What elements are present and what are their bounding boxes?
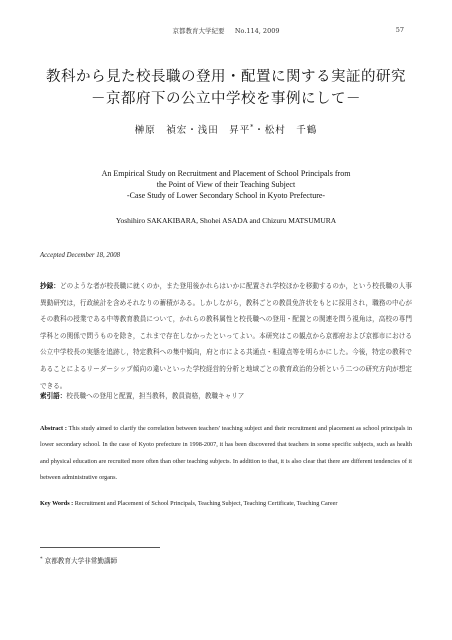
journal-name: 京都教育大学紀要 <box>172 27 225 35</box>
abstract-english <box>40 421 412 487</box>
page-number: 57 <box>395 26 404 34</box>
authors-japanese <box>0 122 452 136</box>
paper-title-japanese <box>0 66 452 110</box>
author-2-footnote-mark: * <box>250 123 255 131</box>
journal-issue: No.114, 2009 <box>234 27 280 35</box>
en-title-line-3: -Case Study of Lower Secondary School in Kyoto Prefecture- <box>126 191 326 200</box>
footnote-text: 京都教育大学非常勤講師 <box>44 557 118 565</box>
footnote <box>40 555 117 565</box>
en-title-line-1: An Empirical Study on Recruitment and Placement of School Principals from <box>101 169 351 178</box>
keywords-jp-label: 索引語： <box>40 392 67 400</box>
author-3: 松村 千鶴 <box>264 125 318 136</box>
author-separator: ・ <box>254 125 265 136</box>
accepted-date: Accepted December 18, 2008 <box>40 252 121 259</box>
abstract-en-body: This study aimed to clarify the correlation between teachers' teaching subject and their recruitment and placement as school principals in lower secondary school. In the case of Kyoto prefecture in 1998-2007, it has been discovered that teachers in some specific subjects, such as health and physical education are recruited more often than other teaching subjects. In addition to that, it is also clear that there are different tendencies of it between administrative organs. <box>40 425 412 482</box>
title-line-2: －京都府下の公立中学校を事例にして－ <box>91 91 361 107</box>
abstract-japanese <box>40 278 412 394</box>
footnote-mark: * <box>40 555 43 562</box>
abstract-en-label: Abstract : <box>40 425 67 432</box>
abstract-jp-body: どのような者が校長職に就くのか，また登用後かれらはいかに配置され学校ほかを移動するのか，という校長職の人事異動研究は，行政統計を含めそれなりの蓄積がある。しかしながら，教科ごとの教員免許状をもとに採用され，職務の中心がその教科の授業である中等教育教員について，かれらの教科属性と校長職への登用・配置との関連を問う視角は，高校の専門学科との関係で問うものを除き，これまで存在しなかったといってよい。本研究はこの観点から京都府および京都市における公立中学校長の実態を追跡し，特定教科への集中傾向，府と市による共通点・相違点等を明らかにした。今後，特定の教科であることによるリーダーシップ傾向の違いといった学校経営的分析と地域ごとの教育政治的分析という二つの研究方向が想定できる。 <box>40 282 413 390</box>
title-line-1: 教科から見た校長職の登用・配置に関する実証的研究 <box>46 69 406 85</box>
journal-info <box>0 26 452 35</box>
keywords-en-body: Recruitment and Placement of School Principals, Teaching Subject, Teaching Certificate, Teaching Career <box>73 500 338 507</box>
author-2: 浅田 昇平 <box>197 125 251 136</box>
footnote-divider <box>40 547 160 548</box>
abstract-jp-label: 抄録： <box>40 282 60 290</box>
keywords-en-label: Key Words : <box>40 500 74 507</box>
en-title-line-2: the Point of View of their Teaching Subject <box>156 180 296 189</box>
authors-english: Yoshihiro SAKAKIBARA, Shohei ASADA and Chizuru MATSUMURA <box>115 216 337 225</box>
keywords-english <box>40 500 412 507</box>
author-1: 榊原 禎宏 <box>134 125 188 136</box>
keywords-japanese <box>40 390 412 400</box>
paper-title-english <box>0 168 452 201</box>
keywords-jp-body: 校長職への登用と配置，担当教科，教員資格，教職キャリア <box>66 392 245 400</box>
author-separator: ・ <box>187 125 198 136</box>
